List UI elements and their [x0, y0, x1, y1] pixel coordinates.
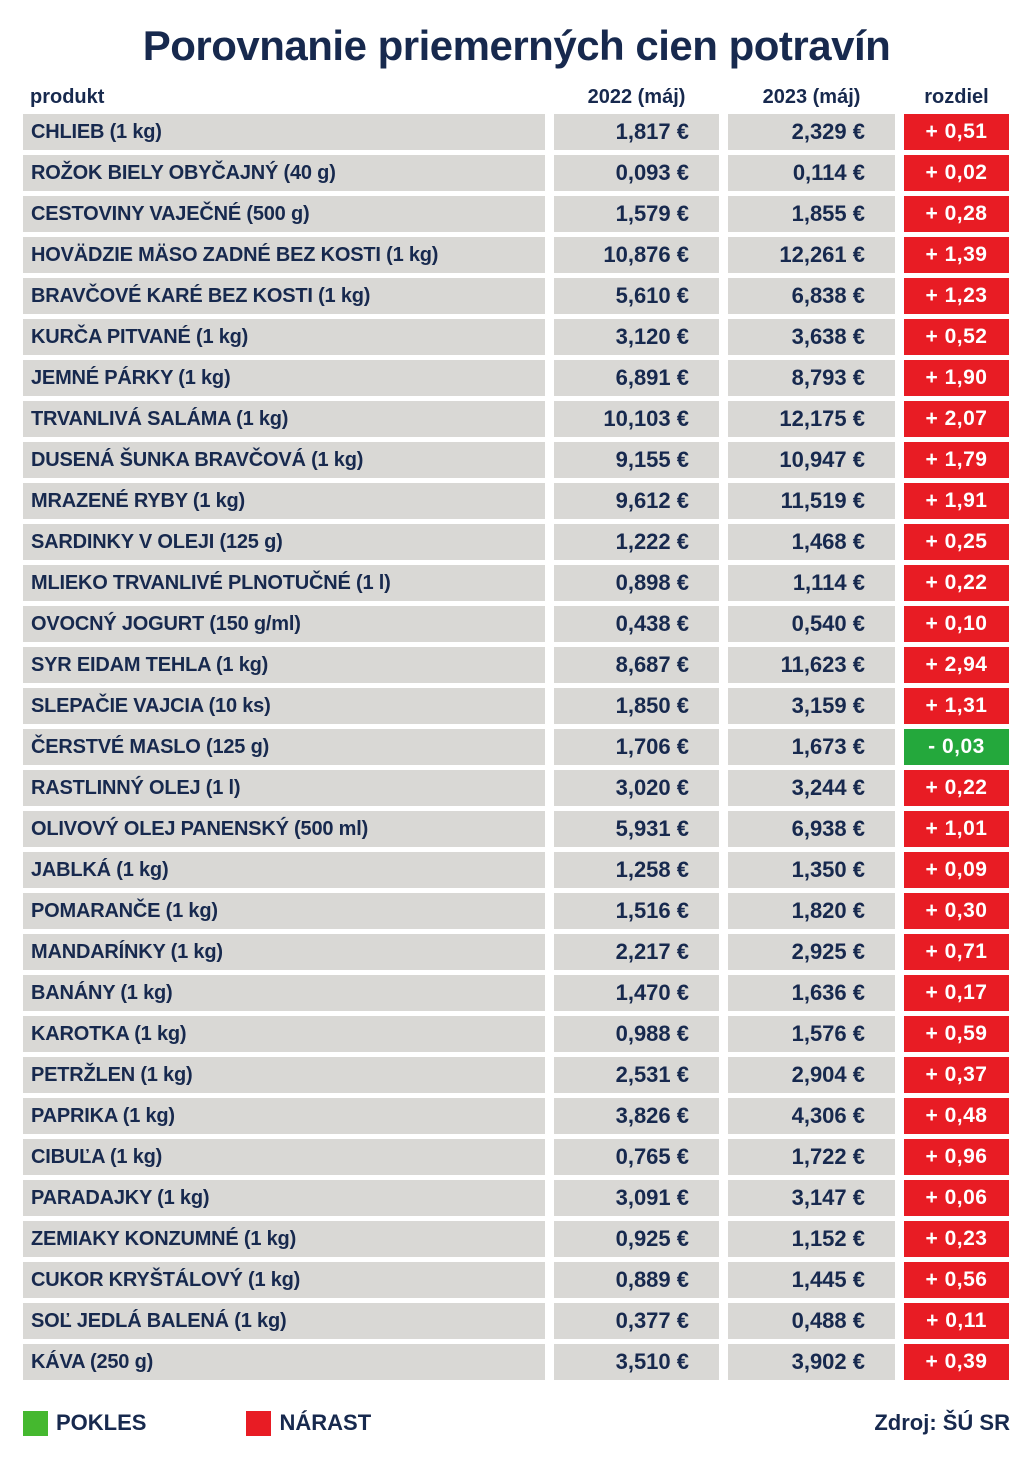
- price-2022: 1,516 €: [554, 893, 719, 929]
- price-2023: 6,838 €: [728, 278, 895, 314]
- price-diff-badge: + 0,02: [904, 155, 1009, 191]
- table-row: [23, 1262, 1010, 1298]
- product-name: MANDARÍNKY (1 kg): [23, 934, 545, 970]
- price-2022: 10,103 €: [554, 401, 719, 437]
- table-row: [23, 114, 1010, 150]
- product-name: OLIVOVÝ OLEJ PANENSKÝ (500 ml): [23, 811, 545, 847]
- product-name: SARDINKY V OLEJI (125 g): [23, 524, 545, 560]
- product-name: BANÁNY (1 kg): [23, 975, 545, 1011]
- product-name: CESTOVINY VAJEČNÉ (500 g): [23, 196, 545, 232]
- product-name: KAROTKA (1 kg): [23, 1016, 545, 1052]
- table-row: [23, 975, 1010, 1011]
- increase-swatch-icon: [246, 1411, 271, 1436]
- table-row: [23, 565, 1010, 601]
- price-2022: 2,217 €: [554, 934, 719, 970]
- price-2022: 0,925 €: [554, 1221, 719, 1257]
- price-2022: 0,377 €: [554, 1303, 719, 1339]
- product-name: CIBUĽA (1 kg): [23, 1139, 545, 1175]
- table-row: [23, 1057, 1010, 1093]
- table-row: [23, 606, 1010, 642]
- table-row: [23, 196, 1010, 232]
- product-name: PAPRIKA (1 kg): [23, 1098, 545, 1134]
- price-2022: 3,826 €: [554, 1098, 719, 1134]
- table-row: [23, 688, 1010, 724]
- table-row: [23, 893, 1010, 929]
- product-name: HOVÄDZIE MÄSO ZADNÉ BEZ KOSTI (1 kg): [23, 237, 545, 273]
- product-name: RASTLINNÝ OLEJ (1 l): [23, 770, 545, 806]
- price-2023: 11,623 €: [728, 647, 895, 683]
- table-row: [23, 1016, 1010, 1052]
- price-2023: 1,576 €: [728, 1016, 895, 1052]
- price-2022: 0,889 €: [554, 1262, 719, 1298]
- price-2023: 1,722 €: [728, 1139, 895, 1175]
- price-2023: 3,244 €: [728, 770, 895, 806]
- table-row: [23, 811, 1010, 847]
- price-diff-badge: + 1,31: [904, 688, 1009, 724]
- column-header-product: produkt: [30, 86, 105, 108]
- price-diff-badge: + 1,39: [904, 237, 1009, 273]
- price-diff-badge: + 1,01: [904, 811, 1009, 847]
- product-name: KURČA PITVANÉ (1 kg): [23, 319, 545, 355]
- price-2023: 8,793 €: [728, 360, 895, 396]
- table-header-row: [23, 80, 1010, 110]
- price-diff-badge: + 0,09: [904, 852, 1009, 888]
- decrease-swatch-icon: [23, 1411, 48, 1436]
- price-diff-badge: - 0,03: [904, 729, 1009, 765]
- column-header-2022: 2022 (máj): [587, 86, 686, 108]
- price-diff-badge: + 0,22: [904, 770, 1009, 806]
- price-2022: 1,706 €: [554, 729, 719, 765]
- table-row: [23, 319, 1010, 355]
- price-2023: 1,468 €: [728, 524, 895, 560]
- price-2023: 1,445 €: [728, 1262, 895, 1298]
- table-row: [23, 1303, 1010, 1339]
- price-table: [23, 80, 1010, 1380]
- price-2022: 1,222 €: [554, 524, 719, 560]
- product-name: PETRŽLEN (1 kg): [23, 1057, 545, 1093]
- price-2022: 0,093 €: [554, 155, 719, 191]
- price-2023: 2,329 €: [728, 114, 895, 150]
- price-diff-badge: + 1,90: [904, 360, 1009, 396]
- table-row: [23, 934, 1010, 970]
- product-name: SOĽ JEDLÁ BALENÁ (1 kg): [23, 1303, 545, 1339]
- table-row: [23, 1098, 1010, 1134]
- price-2022: 0,765 €: [554, 1139, 719, 1175]
- table-body: [23, 114, 1010, 1380]
- price-2022: 3,120 €: [554, 319, 719, 355]
- table-row: [23, 1139, 1010, 1175]
- table-row: [23, 1221, 1010, 1257]
- price-diff-badge: + 0,22: [904, 565, 1009, 601]
- price-2022: 8,687 €: [554, 647, 719, 683]
- source-credit: Zdroj: ŠÚ SR: [874, 1410, 1010, 1435]
- price-2023: 10,947 €: [728, 442, 895, 478]
- price-2022: 9,155 €: [554, 442, 719, 478]
- product-name: JABLKÁ (1 kg): [23, 852, 545, 888]
- table-row: [23, 647, 1010, 683]
- table-row: [23, 1180, 1010, 1216]
- price-2022: 0,438 €: [554, 606, 719, 642]
- product-name: ZEMIAKY KONZUMNÉ (1 kg): [23, 1221, 545, 1257]
- product-name: SYR EIDAM TEHLA (1 kg): [23, 647, 545, 683]
- price-diff-badge: + 0,71: [904, 934, 1009, 970]
- table-row: [23, 155, 1010, 191]
- price-2023: 3,638 €: [728, 319, 895, 355]
- product-name: CUKOR KRYŠTÁLOVÝ (1 kg): [23, 1262, 545, 1298]
- table-row: [23, 852, 1010, 888]
- price-diff-badge: + 0,37: [904, 1057, 1009, 1093]
- table-row: [23, 360, 1010, 396]
- price-2023: 0,114 €: [728, 155, 895, 191]
- price-diff-badge: + 0,23: [904, 1221, 1009, 1257]
- price-diff-badge: + 1,91: [904, 483, 1009, 519]
- price-2022: 0,988 €: [554, 1016, 719, 1052]
- price-2022: 1,258 €: [554, 852, 719, 888]
- price-diff-badge: + 0,06: [904, 1180, 1009, 1216]
- price-2022: 0,898 €: [554, 565, 719, 601]
- price-2022: 5,610 €: [554, 278, 719, 314]
- column-header-diff: rozdiel: [924, 86, 989, 108]
- price-2022: 6,891 €: [554, 360, 719, 396]
- column-header-2023: 2023 (máj): [762, 86, 861, 108]
- price-2022: 3,091 €: [554, 1180, 719, 1216]
- price-diff-badge: + 0,48: [904, 1098, 1009, 1134]
- price-diff-badge: + 1,79: [904, 442, 1009, 478]
- price-2023: 6,938 €: [728, 811, 895, 847]
- product-name: POMARANČE (1 kg): [23, 893, 545, 929]
- table-row: [23, 401, 1010, 437]
- product-name: MLIEKO TRVANLIVÉ PLNOTUČNÉ (1 l): [23, 565, 545, 601]
- page-title: Porovnanie priemerných cien potravín: [142, 22, 891, 69]
- price-2022: 1,850 €: [554, 688, 719, 724]
- price-2022: 5,931 €: [554, 811, 719, 847]
- price-diff-badge: + 0,30: [904, 893, 1009, 929]
- price-2023: 1,350 €: [728, 852, 895, 888]
- price-2023: 2,925 €: [728, 934, 895, 970]
- price-diff-badge: + 0,25: [904, 524, 1009, 560]
- price-2022: 1,817 €: [554, 114, 719, 150]
- price-2023: 4,306 €: [728, 1098, 895, 1134]
- price-2023: 1,636 €: [728, 975, 895, 1011]
- price-2023: 3,159 €: [728, 688, 895, 724]
- product-name: ROŽOK BIELY OBYČAJNÝ (40 g): [23, 155, 545, 191]
- price-2023: 3,902 €: [728, 1344, 895, 1380]
- price-2023: 1,114 €: [728, 565, 895, 601]
- table-row: [23, 1344, 1010, 1380]
- price-diff-badge: + 0,17: [904, 975, 1009, 1011]
- product-name: ČERSTVÉ MASLO (125 g): [23, 729, 545, 765]
- legend-decrease-label: POKLES: [56, 1410, 147, 1435]
- table-row: [23, 729, 1010, 765]
- product-name: JEMNÉ PÁRKY (1 kg): [23, 360, 545, 396]
- product-name: CHLIEB (1 kg): [23, 114, 545, 150]
- price-2023: 11,519 €: [728, 483, 895, 519]
- price-diff-badge: + 0,96: [904, 1139, 1009, 1175]
- table-row: [23, 524, 1010, 560]
- table-row: [23, 483, 1010, 519]
- footer: [23, 1410, 1010, 1436]
- price-2023: 1,673 €: [728, 729, 895, 765]
- price-diff-badge: + 2,94: [904, 647, 1009, 683]
- price-2023: 1,855 €: [728, 196, 895, 232]
- price-diff-badge: + 0,51: [904, 114, 1009, 150]
- price-diff-badge: + 0,52: [904, 319, 1009, 355]
- price-diff-badge: + 0,28: [904, 196, 1009, 232]
- price-diff-badge: + 0,11: [904, 1303, 1009, 1339]
- price-2022: 2,531 €: [554, 1057, 719, 1093]
- price-diff-badge: + 1,23: [904, 278, 1009, 314]
- legend: [23, 1410, 371, 1436]
- price-2023: 3,147 €: [728, 1180, 895, 1216]
- table-row: [23, 770, 1010, 806]
- price-2022: 1,470 €: [554, 975, 719, 1011]
- product-name: SLEPAČIE VAJCIA (10 ks): [23, 688, 545, 724]
- price-2022: 1,579 €: [554, 196, 719, 232]
- table-row: [23, 237, 1010, 273]
- price-diff-badge: + 0,10: [904, 606, 1009, 642]
- price-2023: 1,820 €: [728, 893, 895, 929]
- table-row: [23, 278, 1010, 314]
- price-2023: 0,488 €: [728, 1303, 895, 1339]
- product-name: BRAVČOVÉ KARÉ BEZ KOSTI (1 kg): [23, 278, 545, 314]
- table-row: [23, 442, 1010, 478]
- price-2023: 1,152 €: [728, 1221, 895, 1257]
- price-2022: 9,612 €: [554, 483, 719, 519]
- price-2022: 3,020 €: [554, 770, 719, 806]
- product-name: MRAZENÉ RYBY (1 kg): [23, 483, 545, 519]
- price-2022: 10,876 €: [554, 237, 719, 273]
- price-2023: 12,261 €: [728, 237, 895, 273]
- legend-increase-label: NÁRAST: [279, 1410, 372, 1435]
- price-2022: 3,510 €: [554, 1344, 719, 1380]
- product-name: PARADAJKY (1 kg): [23, 1180, 545, 1216]
- price-diff-badge: + 0,56: [904, 1262, 1009, 1298]
- product-name: KÁVA (250 g): [23, 1344, 545, 1380]
- price-2023: 12,175 €: [728, 401, 895, 437]
- product-name: DUSENÁ ŠUNKA BRAVČOVÁ (1 kg): [23, 442, 545, 478]
- price-2023: 0,540 €: [728, 606, 895, 642]
- product-name: TRVANLIVÁ SALÁMA (1 kg): [23, 401, 545, 437]
- price-2023: 2,904 €: [728, 1057, 895, 1093]
- price-diff-badge: + 0,59: [904, 1016, 1009, 1052]
- product-name: OVOCNÝ JOGURT (150 g/ml): [23, 606, 545, 642]
- price-diff-badge: + 0,39: [904, 1344, 1009, 1380]
- price-diff-badge: + 2,07: [904, 401, 1009, 437]
